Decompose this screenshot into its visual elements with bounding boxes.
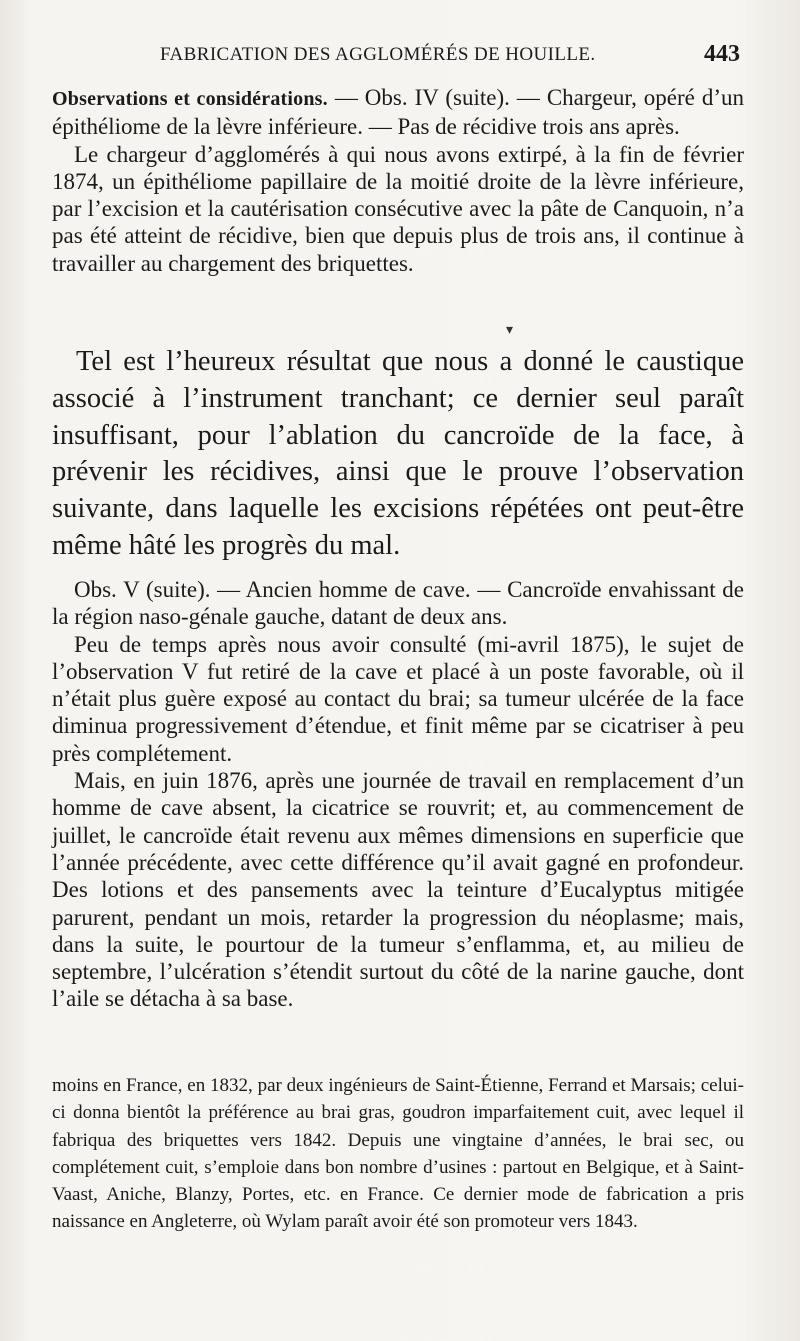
page-number: 443 bbox=[704, 41, 740, 67]
observation-iv bbox=[52, 84, 744, 277]
observation-v bbox=[52, 576, 744, 1013]
caret-mark: ▾ bbox=[506, 323, 514, 338]
observation-v-paragraph-1: Peu de temps après nous avoir consulté (mi-avril 1875), le sujet de l’observation V fut retiré de la cave et placé à un poste favorable, où il n’était plus guère exposé au contact du brai; sa tumeur ulcérée de la face diminua progressivement d’étendue, et finit même par se cicatriser à peu près complétement. bbox=[52, 631, 744, 766]
running-head bbox=[160, 41, 760, 70]
observation-iv-body: Le chargeur d’agglomérés à qui nous avons extirpé, à la fin de février 1874, un épithéliome papillaire de la moitié droite de la lèvre inférieure, par l’excision et la cautérisation consécutive avec la pâte de Canquoin, n’a pas été atteint de récidive, bien que depuis plus de trois ans, il continue à travailler au chargement des briquettes. bbox=[52, 141, 744, 276]
running-head-title: FABRICATION DES AGGLOMÉRÉS DE HOUILLE. bbox=[160, 44, 596, 65]
observation-v-title: Obs. V (suite). — Ancien homme de cave. — Cancroïde envahissant de la région naso-génale gauche, datant de deux ans. bbox=[52, 577, 744, 630]
observation-iv-title bbox=[52, 84, 744, 141]
main-paragraph-text: Tel est l’heureux résultat que nous a donné le caustique associé à l’instrument tranchant; ce dernier seul paraît insuffisant, pour l’ablation du cancroïde de la face, à prévenir les récidives, ainsi que le prouve l’observation suivante, dans laquelle les excisions répétées ont peut-être même hâté les progrès du mal. bbox=[52, 346, 744, 561]
observation-iv-title-text: — Obs. IV (suite). — Chargeur, opéré d’un épithéliome de la lèvre inférieure. — Pas de récidive trois ans après. bbox=[52, 85, 744, 140]
footnote bbox=[52, 1072, 744, 1236]
bleed-through-bottom bbox=[40, 1010, 47, 1040]
bleed-through-top bbox=[40, 30, 46, 56]
main-paragraph bbox=[52, 344, 744, 565]
observation-v-paragraph-2: Mais, en juin 1876, après une journée de travail en remplacement d’un homme de cave absent, la cicatrice se rouvrit; et, au commencement de juillet, le cancroïde était revenu aux mêmes dimensions en superficie que l’année précédente, avec cette différence qu’il avait gagné en profondeur. Des lotions et des pansements avec la teinture d’Eucalyptus mitigée parurent, pendant un mois, retarder la progression du néoplasme; mais, dans la suite, le pourtour de la tumeur s’enflamma, et, au milieu de septembre, l’ulcération s’étendit surtout du côté de la narine gauche, dont l’aile se détacha à sa base. bbox=[52, 768, 744, 1012]
bleed-through-middle bbox=[40, 560, 46, 586]
section-heading: Observations et considérations. bbox=[52, 88, 328, 110]
footnote-text: moins en France, en 1832, par deux ingénieurs de Saint-Étienne, Ferrand et Marsais; celui-ci donna bientôt la préférence au brai gras, goudron imparfaitement cuit, avec lequel il fabriqua des briquettes vers 1842. Depuis une vingtaine d’années, le brai sec, ou complétement cuit, s’emploie dans bon nombre d’usines : partout en Belgique, et à Saint-Vaast, Aniche, Blanzy, Portes, etc. en France. Ce dernier mode de fabrication a pris naissance en Angleterre, où Wylam paraît avoir été son promoteur vers 1843. bbox=[52, 1075, 744, 1233]
